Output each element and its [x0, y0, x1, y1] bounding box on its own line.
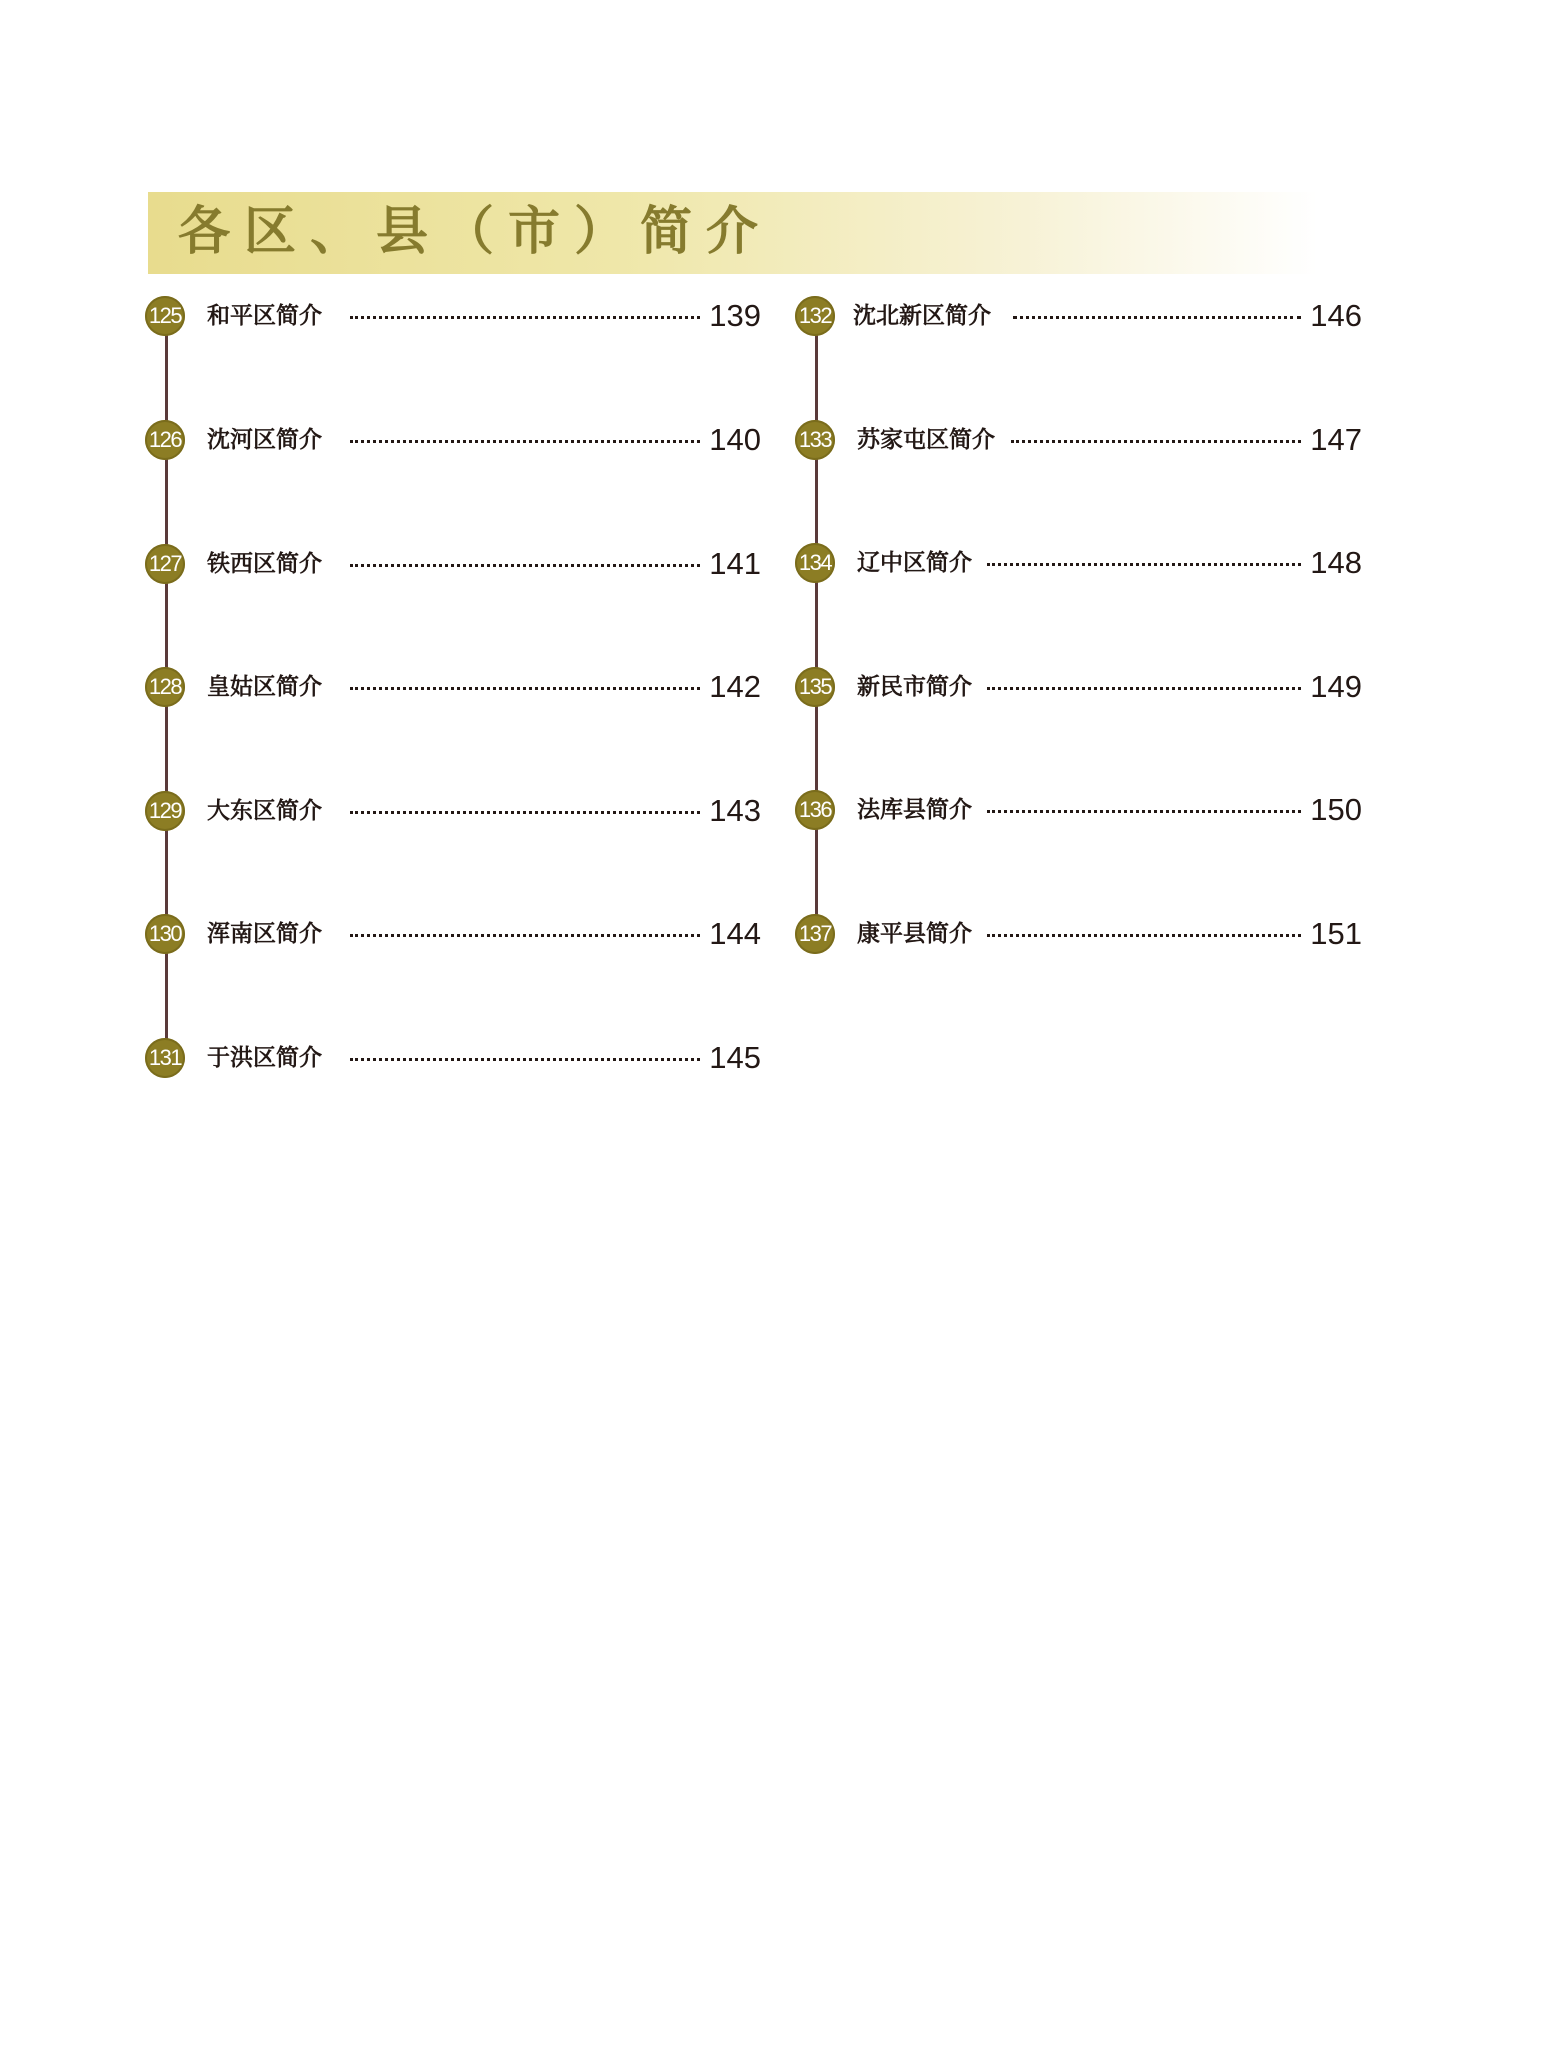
dot-leader: [1013, 316, 1301, 319]
entry-page-number: 147: [1310, 422, 1362, 457]
entry-title: 新民市简介: [857, 674, 972, 700]
entry-number-badge: 128: [145, 667, 185, 707]
toc-entry[interactable]: [795, 296, 1362, 340]
entry-page-number: 142: [709, 669, 761, 704]
entry-number-badge: 135: [795, 667, 835, 707]
entry-number-badge: 134: [795, 543, 835, 583]
entry-number-badge: 133: [795, 420, 835, 460]
dot-leader: [350, 440, 700, 443]
dot-leader: [350, 687, 700, 690]
entry-page-number: 149: [1310, 669, 1362, 704]
entry-title: 辽中区简介: [857, 550, 972, 576]
entry-page-number: 143: [709, 793, 761, 828]
entry-title: 康平县简介: [857, 921, 972, 947]
entry-number-badge: 125: [145, 296, 185, 336]
entry-number-badge: 130: [145, 914, 185, 954]
toc-entry[interactable]: [145, 914, 761, 958]
entry-title: 于洪区简介: [207, 1045, 322, 1071]
dot-leader: [987, 563, 1301, 566]
entry-page-number: 151: [1310, 916, 1362, 951]
entry-title: 苏家屯区简介: [857, 427, 995, 453]
dot-leader: [987, 934, 1301, 937]
entry-title: 法库县简介: [857, 797, 972, 823]
dot-leader: [350, 1058, 700, 1061]
entry-page-number: 150: [1310, 792, 1362, 827]
entry-page-number: 144: [709, 916, 761, 951]
entry-number-badge: 137: [795, 914, 835, 954]
dot-leader: [987, 810, 1301, 813]
toc-entry[interactable]: [145, 420, 761, 464]
toc-entry[interactable]: [145, 296, 761, 340]
entry-page-number: 139: [709, 298, 761, 333]
toc-entry[interactable]: [145, 1038, 761, 1082]
entry-page-number: 140: [709, 422, 761, 457]
entry-page-number: 145: [709, 1040, 761, 1075]
entry-title: 沈北新区简介: [853, 303, 991, 329]
entry-title: 和平区简介: [207, 303, 322, 329]
toc-entry[interactable]: [795, 790, 1362, 834]
entry-number-badge: 127: [145, 544, 185, 584]
entry-title: 铁西区简介: [207, 551, 322, 577]
section-title: 各区、县（市）简介: [178, 202, 773, 262]
entry-number-badge: 126: [145, 420, 185, 460]
dot-leader: [987, 687, 1301, 690]
entry-number-badge: 132: [795, 296, 835, 336]
entry-title: 大东区简介: [207, 798, 322, 824]
toc-entry[interactable]: [145, 791, 761, 835]
section-header-band: [148, 192, 1318, 274]
entry-title: 皇姑区简介: [207, 674, 322, 700]
dot-leader: [350, 934, 700, 937]
dot-leader: [350, 316, 700, 319]
dot-leader: [1011, 440, 1301, 443]
entry-page-number: 141: [709, 546, 761, 581]
dot-leader: [350, 811, 700, 814]
entry-page-number: 146: [1310, 298, 1362, 333]
entry-number-badge: 131: [145, 1038, 185, 1078]
entry-page-number: 148: [1310, 545, 1362, 580]
toc-entry[interactable]: [795, 914, 1362, 958]
entry-title: 沈河区简介: [207, 427, 322, 453]
entry-title: 浑南区简介: [207, 921, 322, 947]
toc-entry[interactable]: [795, 667, 1362, 711]
toc-entry[interactable]: [795, 543, 1362, 587]
toc-entry[interactable]: [145, 667, 761, 711]
toc-entry[interactable]: [145, 544, 761, 588]
entry-number-badge: 129: [145, 791, 185, 831]
toc-entry[interactable]: [795, 420, 1362, 464]
dot-leader: [350, 564, 700, 567]
entry-number-badge: 136: [795, 790, 835, 830]
